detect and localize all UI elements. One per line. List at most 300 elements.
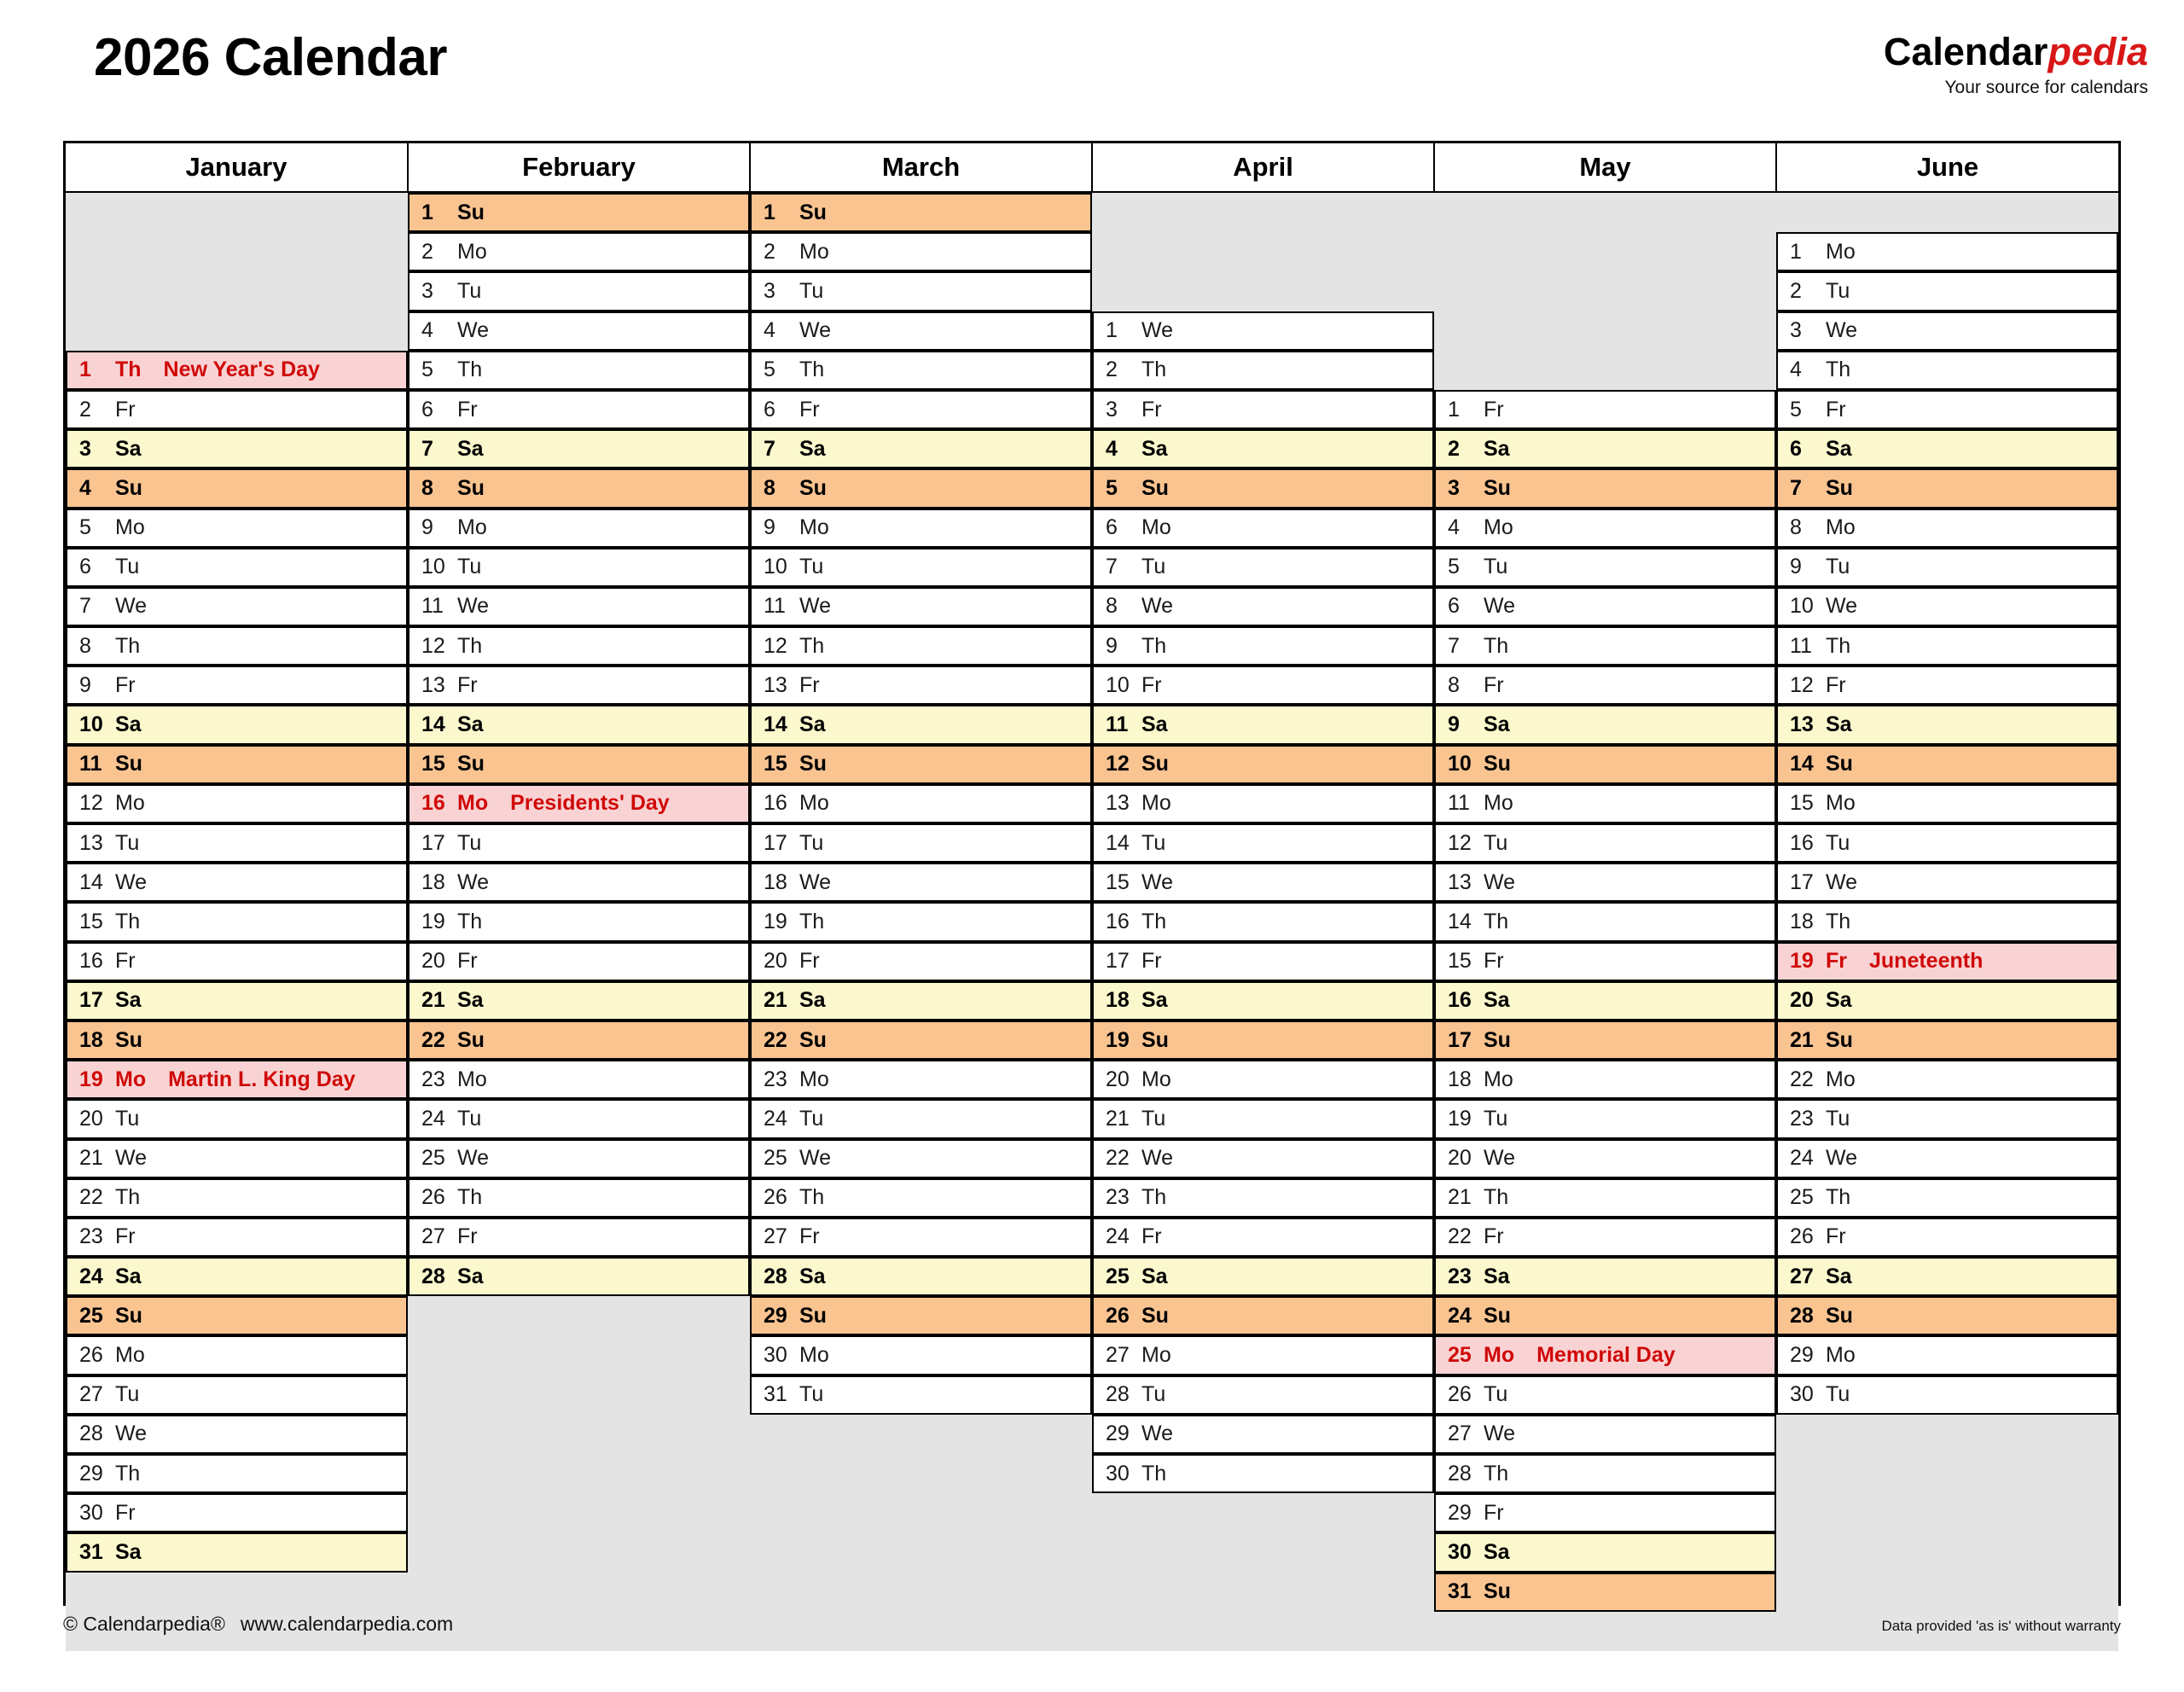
day-cell[interactable] <box>750 1099 1092 1138</box>
holiday-label: New Year's Day <box>163 358 320 382</box>
day-cell-container <box>1092 1335 1434 1375</box>
day-number: 21 <box>1790 1027 1814 1052</box>
day-cell[interactable] <box>66 823 408 863</box>
day-cell-container <box>1092 705 1434 744</box>
day-cell[interactable] <box>1776 509 2118 548</box>
empty-cell <box>1092 1573 1434 1612</box>
day-cell-container <box>1776 666 2118 705</box>
day-cell[interactable] <box>408 981 750 1020</box>
empty-cell-container <box>1434 192 1776 232</box>
day-cell[interactable] <box>750 942 1092 981</box>
day-cell[interactable] <box>66 784 408 823</box>
day-number: 20 <box>764 949 787 974</box>
day-cell[interactable] <box>66 1139 408 1178</box>
day-cell[interactable] <box>1434 1060 1776 1099</box>
day-cell[interactable] <box>1434 1532 1776 1572</box>
day-number: 3 <box>79 436 91 461</box>
day-cell[interactable] <box>1776 1218 2118 1257</box>
day-cell[interactable] <box>1776 468 2118 508</box>
day-cell[interactable] <box>408 232 750 271</box>
day-of-week: Fr <box>1141 949 1162 974</box>
day-cell[interactable] <box>1434 1296 1776 1335</box>
day-cell[interactable] <box>1434 1415 1776 1454</box>
day-cell[interactable] <box>408 1257 750 1296</box>
day-of-week: Th <box>799 358 825 382</box>
day-number: 2 <box>421 239 433 264</box>
day-number: 21 <box>764 988 787 1013</box>
day-cell[interactable] <box>1776 1296 2118 1335</box>
day-cell[interactable] <box>1092 1178 1434 1218</box>
day-cell-container <box>1776 468 2118 508</box>
day-cell-container <box>1434 1218 1776 1257</box>
day-number: 15 <box>764 752 787 776</box>
day-of-week: Fr <box>115 1224 136 1249</box>
day-cell[interactable] <box>66 1020 408 1060</box>
day-cell[interactable] <box>408 666 750 705</box>
day-of-week: Th <box>457 633 483 658</box>
empty-cell <box>1092 193 1434 232</box>
day-cell[interactable] <box>408 784 750 823</box>
day-cell[interactable] <box>1434 863 1776 902</box>
day-cell[interactable] <box>66 1415 408 1454</box>
day-cell-container <box>1092 981 1434 1020</box>
day-of-week: Fr <box>1141 397 1162 422</box>
day-cell[interactable] <box>1092 666 1434 705</box>
day-cell[interactable] <box>66 863 408 902</box>
calendar-row <box>66 981 2118 1020</box>
day-cell[interactable] <box>750 1296 1092 1335</box>
day-cell[interactable] <box>1092 981 1434 1020</box>
day-cell[interactable] <box>750 823 1092 863</box>
day-cell[interactable] <box>1776 1375 2118 1415</box>
day-cell[interactable] <box>1434 942 1776 981</box>
day-cell[interactable] <box>750 981 1092 1020</box>
day-cell[interactable] <box>1776 626 2118 666</box>
day-cell[interactable] <box>1092 705 1434 744</box>
day-of-week: Sa <box>1484 436 1510 461</box>
day-cell[interactable] <box>408 193 750 232</box>
day-cell[interactable] <box>1434 745 1776 784</box>
day-cell[interactable] <box>66 548 408 587</box>
day-cell[interactable] <box>1092 1375 1434 1415</box>
day-number: 25 <box>1790 1185 1814 1210</box>
day-cell[interactable] <box>1434 429 1776 468</box>
day-cell[interactable] <box>1776 1335 2118 1375</box>
day-of-week: Fr <box>1826 949 1847 974</box>
day-cell[interactable] <box>1092 1335 1434 1375</box>
day-cell[interactable] <box>1434 1335 1776 1375</box>
day-cell[interactable] <box>1434 705 1776 744</box>
day-cell[interactable] <box>750 587 1092 626</box>
day-cell[interactable] <box>66 468 408 508</box>
day-cell[interactable] <box>750 351 1092 390</box>
day-number: 11 <box>79 752 102 776</box>
day-cell[interactable] <box>750 193 1092 232</box>
day-cell[interactable] <box>750 1178 1092 1218</box>
day-cell[interactable] <box>66 1099 408 1138</box>
day-cell[interactable] <box>750 745 1092 784</box>
day-cell[interactable] <box>1092 468 1434 508</box>
day-of-week: We <box>1141 869 1174 894</box>
day-cell[interactable] <box>1092 429 1434 468</box>
day-cell[interactable] <box>1434 509 1776 548</box>
day-of-week: Su <box>457 200 485 224</box>
day-number: 6 <box>79 555 91 579</box>
day-cell[interactable] <box>750 1257 1092 1296</box>
day-cell[interactable] <box>1092 1454 1434 1493</box>
day-of-week: Fr <box>115 397 136 422</box>
day-cell[interactable] <box>1434 1099 1776 1138</box>
day-cell[interactable] <box>750 548 1092 587</box>
day-cell[interactable] <box>1434 390 1776 429</box>
day-number: 18 <box>1106 988 1130 1013</box>
day-cell[interactable] <box>1434 587 1776 626</box>
day-cell[interactable] <box>1776 587 2118 626</box>
day-cell[interactable] <box>1092 1296 1434 1335</box>
day-cell[interactable] <box>408 942 750 981</box>
day-cell[interactable] <box>750 705 1092 744</box>
day-number: 23 <box>1106 1185 1130 1210</box>
day-number: 29 <box>1790 1343 1814 1368</box>
day-cell[interactable] <box>1092 390 1434 429</box>
day-cell[interactable] <box>408 823 750 863</box>
calendar-row <box>66 1532 2118 1572</box>
day-of-week: We <box>115 869 148 894</box>
day-cell[interactable] <box>408 1020 750 1060</box>
day-cell[interactable] <box>1092 311 1434 351</box>
day-cell[interactable] <box>408 271 750 311</box>
day-cell[interactable] <box>1092 1415 1434 1454</box>
day-cell[interactable] <box>1776 548 2118 587</box>
day-cell[interactable] <box>408 1060 750 1099</box>
day-cell[interactable] <box>1434 1375 1776 1415</box>
empty-cell-container <box>1092 271 1434 311</box>
day-cell[interactable] <box>1434 1454 1776 1493</box>
day-of-week: Tu <box>457 1106 482 1131</box>
day-cell[interactable] <box>66 1375 408 1415</box>
day-cell[interactable] <box>66 351 408 390</box>
day-cell[interactable] <box>1434 548 1776 587</box>
day-cell[interactable] <box>66 981 408 1020</box>
day-cell[interactable] <box>1434 1257 1776 1296</box>
day-cell[interactable] <box>1434 1493 1776 1532</box>
day-cell[interactable] <box>1434 823 1776 863</box>
day-cell[interactable] <box>1092 1099 1434 1138</box>
day-cell[interactable] <box>1092 351 1434 390</box>
day-number: 23 <box>1448 1264 1472 1288</box>
day-number: 25 <box>1448 1343 1472 1368</box>
day-cell[interactable] <box>750 784 1092 823</box>
brand-pedia-text: pedia <box>2048 30 2148 73</box>
day-cell[interactable] <box>1092 902 1434 941</box>
day-cell[interactable] <box>750 1020 1092 1060</box>
day-cell[interactable] <box>1434 1178 1776 1218</box>
day-cell[interactable] <box>1776 429 2118 468</box>
day-cell[interactable] <box>1092 745 1434 784</box>
day-cell-container <box>1776 745 2118 784</box>
day-cell[interactable] <box>66 1296 408 1335</box>
calendar-row <box>66 902 2118 941</box>
day-number: 22 <box>1790 1067 1814 1091</box>
day-of-week: Tu <box>457 830 482 855</box>
day-of-week: Mo <box>1141 1067 1171 1091</box>
day-cell[interactable] <box>1434 1139 1776 1178</box>
day-cell[interactable] <box>1776 1139 2118 1178</box>
day-cell[interactable] <box>1776 351 2118 390</box>
day-cell[interactable] <box>408 548 750 587</box>
day-cell[interactable] <box>1434 981 1776 1020</box>
day-cell[interactable] <box>66 1335 408 1375</box>
day-cell[interactable] <box>1776 705 2118 744</box>
day-cell[interactable] <box>408 1099 750 1138</box>
day-cell[interactable] <box>1776 1020 2118 1060</box>
day-cell[interactable] <box>408 390 750 429</box>
day-cell[interactable] <box>408 351 750 390</box>
website-link[interactable]: www.calendarpedia.com <box>240 1613 454 1635</box>
day-cell[interactable] <box>1434 1020 1776 1060</box>
day-cell[interactable] <box>1434 902 1776 941</box>
day-cell[interactable] <box>1092 587 1434 626</box>
day-of-week: Mo <box>115 791 145 816</box>
day-cell[interactable] <box>408 429 750 468</box>
day-cell[interactable] <box>750 1218 1092 1257</box>
day-cell-container <box>1092 509 1434 548</box>
day-of-week: Th <box>1826 633 1851 658</box>
day-cell[interactable] <box>750 666 1092 705</box>
day-number: 28 <box>764 1264 787 1288</box>
day-cell[interactable] <box>750 1139 1092 1178</box>
empty-cell <box>408 1335 750 1375</box>
day-of-week: Tu <box>799 1106 824 1131</box>
day-number: 20 <box>1106 1067 1130 1091</box>
day-cell[interactable] <box>408 587 750 626</box>
calendar-row <box>66 1493 2118 1532</box>
day-of-week: Sa <box>115 436 142 461</box>
day-cell[interactable] <box>750 429 1092 468</box>
day-cell[interactable] <box>750 509 1092 548</box>
day-number: 10 <box>764 555 787 579</box>
day-cell-container <box>1776 1139 2118 1178</box>
day-number: 13 <box>1106 791 1130 816</box>
day-cell-container <box>66 509 408 548</box>
empty-cell-container <box>66 232 408 271</box>
day-cell-container <box>1434 1296 1776 1335</box>
day-cell[interactable] <box>408 1218 750 1257</box>
day-of-week: Su <box>1141 475 1169 500</box>
day-cell[interactable] <box>750 1335 1092 1375</box>
day-cell[interactable] <box>1434 468 1776 508</box>
day-cell[interactable] <box>1776 1099 2118 1138</box>
day-cell[interactable] <box>1776 823 2118 863</box>
day-of-week: We <box>1141 1422 1174 1446</box>
day-cell-container <box>1434 1099 1776 1138</box>
empty-cell <box>1776 1573 2118 1612</box>
holiday-label: Juneteenth <box>1869 949 1984 974</box>
day-cell[interactable] <box>66 942 408 981</box>
day-cell[interactable] <box>1092 548 1434 587</box>
day-number: 5 <box>1448 555 1460 579</box>
day-cell[interactable] <box>1092 784 1434 823</box>
day-number: 16 <box>1106 909 1130 933</box>
day-cell[interactable] <box>66 666 408 705</box>
day-cell[interactable] <box>1092 509 1434 548</box>
day-cell-container <box>1776 1296 2118 1335</box>
day-cell[interactable] <box>750 1060 1092 1099</box>
day-of-week: Th <box>1141 909 1167 933</box>
day-cell-container <box>408 902 750 941</box>
day-number: 3 <box>764 278 775 303</box>
day-cell[interactable] <box>750 232 1092 271</box>
day-cell[interactable] <box>66 1178 408 1218</box>
day-cell-container <box>1776 705 2118 744</box>
day-cell-container <box>1092 666 1434 705</box>
day-number: 5 <box>1106 475 1118 500</box>
day-cell[interactable] <box>1776 863 2118 902</box>
day-cell[interactable] <box>750 271 1092 311</box>
day-cell[interactable] <box>66 390 408 429</box>
day-number: 26 <box>1448 1382 1472 1407</box>
day-of-week: Su <box>799 1303 827 1328</box>
day-of-week: Mo <box>1826 1343 1856 1368</box>
day-cell[interactable] <box>66 1257 408 1296</box>
day-cell[interactable] <box>408 1178 750 1218</box>
day-of-week: Tu <box>1141 1382 1166 1407</box>
calendarpedia-logo <box>1884 32 2148 96</box>
empty-cell-container <box>1776 1493 2118 1532</box>
day-cell[interactable] <box>408 1139 750 1178</box>
day-cell[interactable] <box>1092 942 1434 981</box>
day-of-week: Fr <box>1484 949 1504 974</box>
day-cell[interactable] <box>1776 902 2118 941</box>
day-cell-container <box>1092 1375 1434 1415</box>
day-cell[interactable] <box>1092 863 1434 902</box>
day-cell[interactable] <box>408 468 750 508</box>
day-cell-container <box>66 823 408 863</box>
day-cell[interactable] <box>750 1375 1092 1415</box>
day-of-week: Mo <box>1484 515 1513 540</box>
day-cell[interactable] <box>66 1454 408 1493</box>
day-number: 26 <box>764 1185 787 1210</box>
day-cell-container <box>1776 587 2118 626</box>
day-cell[interactable] <box>1776 1178 2118 1218</box>
day-cell-container <box>1434 1493 1776 1532</box>
day-cell[interactable] <box>1776 784 2118 823</box>
day-cell[interactable] <box>750 311 1092 351</box>
day-of-week: Mo <box>799 1067 829 1091</box>
day-cell[interactable] <box>66 626 408 666</box>
day-number: 28 <box>1448 1461 1472 1486</box>
day-cell[interactable] <box>750 863 1092 902</box>
calendar-row <box>66 587 2118 626</box>
day-cell[interactable] <box>66 1218 408 1257</box>
day-cell[interactable] <box>1776 232 2118 271</box>
empty-cell-container <box>1092 192 1434 232</box>
holiday-label: Martin L. King Day <box>168 1067 356 1091</box>
day-cell-container <box>1776 1099 2118 1138</box>
day-cell[interactable] <box>1092 626 1434 666</box>
day-number: 20 <box>1448 1146 1472 1171</box>
empty-cell-container <box>408 1493 750 1532</box>
day-cell[interactable] <box>1434 1573 1776 1612</box>
day-cell[interactable] <box>66 429 408 468</box>
day-cell[interactable] <box>1776 745 2118 784</box>
day-cell[interactable] <box>1776 981 2118 1020</box>
day-cell[interactable] <box>1092 1020 1434 1060</box>
day-cell-container <box>66 1493 408 1532</box>
day-number: 19 <box>421 909 445 933</box>
day-cell[interactable] <box>1092 823 1434 863</box>
day-cell[interactable] <box>1434 666 1776 705</box>
day-cell[interactable] <box>408 311 750 351</box>
day-cell[interactable] <box>1092 1218 1434 1257</box>
day-cell[interactable] <box>66 902 408 941</box>
day-cell[interactable] <box>66 1060 408 1099</box>
day-cell[interactable] <box>1776 666 2118 705</box>
day-of-week: Fr <box>457 672 478 697</box>
day-of-week: Mo <box>1484 1067 1513 1091</box>
day-cell[interactable] <box>1434 784 1776 823</box>
day-cell[interactable] <box>1434 1218 1776 1257</box>
day-of-week: Mo <box>1141 515 1171 540</box>
day-cell[interactable] <box>1776 311 2118 351</box>
day-cell[interactable] <box>408 745 750 784</box>
day-cell[interactable] <box>66 509 408 548</box>
day-cell[interactable] <box>750 902 1092 941</box>
day-number: 13 <box>764 672 787 697</box>
day-cell[interactable] <box>66 745 408 784</box>
day-of-week: Tu <box>799 555 824 579</box>
day-cell[interactable] <box>1776 942 2118 981</box>
day-cell-container <box>66 626 408 666</box>
day-cell[interactable] <box>408 626 750 666</box>
day-number: 2 <box>1106 358 1118 382</box>
day-cell[interactable] <box>66 1493 408 1532</box>
day-cell-container <box>1434 1178 1776 1218</box>
day-cell[interactable] <box>1776 1257 2118 1296</box>
day-cell[interactable] <box>1434 626 1776 666</box>
day-of-week: Tu <box>1826 1106 1850 1131</box>
day-cell[interactable] <box>750 390 1092 429</box>
day-cell[interactable] <box>750 626 1092 666</box>
day-cell[interactable] <box>66 705 408 744</box>
day-number: 24 <box>79 1264 103 1288</box>
day-cell-container <box>66 981 408 1020</box>
day-cell[interactable] <box>408 509 750 548</box>
day-cell-container <box>408 1178 750 1218</box>
day-of-week: Tu <box>799 830 824 855</box>
day-of-week: Fr <box>457 397 478 422</box>
day-of-week: Fr <box>1484 1500 1504 1525</box>
day-number: 14 <box>1448 909 1472 933</box>
day-cell[interactable] <box>408 863 750 902</box>
day-cell[interactable] <box>1776 1060 2118 1099</box>
day-cell-container <box>750 1060 1092 1099</box>
day-cell[interactable] <box>66 587 408 626</box>
day-cell[interactable] <box>750 468 1092 508</box>
day-cell[interactable] <box>1092 1139 1434 1178</box>
day-of-week: Su <box>457 475 485 500</box>
day-cell[interactable] <box>66 1532 408 1572</box>
day-cell[interactable] <box>408 902 750 941</box>
day-cell[interactable] <box>1776 390 2118 429</box>
day-cell[interactable] <box>1092 1060 1434 1099</box>
day-cell-container <box>66 1060 408 1099</box>
day-number: 27 <box>421 1224 445 1249</box>
day-cell[interactable] <box>408 705 750 744</box>
day-cell[interactable] <box>1776 271 2118 311</box>
day-cell[interactable] <box>1092 1257 1434 1296</box>
day-of-week: Mo <box>457 1067 487 1091</box>
